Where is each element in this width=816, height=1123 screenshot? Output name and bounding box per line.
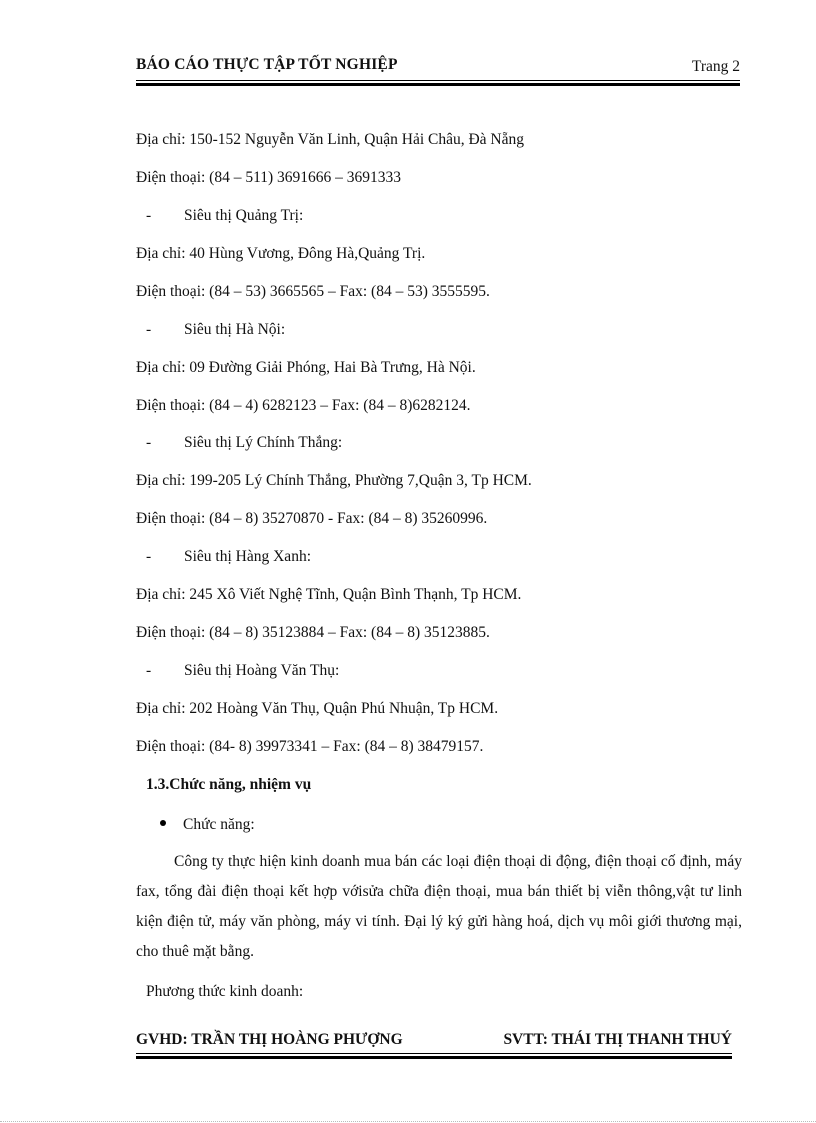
bullet-label: Chức năng: xyxy=(183,816,255,833)
student-name: SVTT: THÁI THỊ THANH THUÝ xyxy=(503,1031,732,1048)
header-rule-thick xyxy=(136,83,740,86)
dash-marker: - xyxy=(146,548,152,565)
address-line: Địa chỉ: 40 Hùng Vương, Đông Hà,Quảng Trị. xyxy=(136,245,426,262)
page-footer xyxy=(136,1031,732,1053)
page-edge xyxy=(0,1121,816,1122)
store-name: Siêu thị Hoàng Văn Thụ: xyxy=(184,662,340,679)
header-rule-thin xyxy=(136,80,740,81)
address-line: Địa chỉ: 150-152 Nguyễn Văn Linh, Quận Hải Châu, Đà Nẵng xyxy=(136,131,524,148)
page-header xyxy=(136,56,740,80)
phone-line: Điện thoại: (84 – 511) 3691666 – 3691333 xyxy=(136,169,402,186)
dash-marker: - xyxy=(146,662,152,679)
phone-line: Điện thoại: (84 – 8) 35123884 – Fax: (84 – 8) 35123885. xyxy=(136,624,490,641)
address-line: Địa chỉ: 245 Xô Viết Nghệ Tĩnh, Quận Bình Thạnh, Tp HCM. xyxy=(136,586,522,603)
phone-line: Điện thoại: (84 – 53) 3665565 – Fax: (84 – 53) 3555595. xyxy=(136,283,490,300)
store-item xyxy=(146,434,342,452)
bullet-icon xyxy=(160,820,166,826)
store-name: Siêu thị Hà Nội: xyxy=(184,321,286,338)
advisor-name: GVHD: TRẦN THỊ HOÀNG PHƯỢNG xyxy=(136,1031,403,1048)
store-item xyxy=(146,321,285,339)
phone-line: Điện thoại: (84 – 4) 6282123 – Fax: (84 – 8)6282124. xyxy=(136,397,471,414)
store-item xyxy=(146,548,311,566)
bullet-item xyxy=(160,816,255,834)
store-name: Siêu thị Hàng Xanh: xyxy=(184,548,311,565)
section-heading: 1.3.Chức năng, nhiệm vụ xyxy=(146,776,312,793)
footer-rule-thick xyxy=(136,1056,732,1059)
footer-rule-thin xyxy=(136,1053,732,1054)
dash-marker: - xyxy=(146,207,152,224)
address-line: Địa chỉ: 09 Đường Giải Phóng, Hai Bà Trưng, Hà Nội. xyxy=(136,359,476,376)
page-number: Trang 2 xyxy=(691,58,740,75)
phone-line: Điện thoại: (84- 8) 39973341 – Fax: (84 – 8) 38479157. xyxy=(136,738,484,755)
paragraph-text: Công ty thực hiện kinh doanh mua bán các loại điện thoại di động, điện thoại cố định, máy fax, tổng đài điện thoại kết hợp vớisửa chữa điện thoại, mua bán thiết bị viễn thông,vật tư linh kiện điện tử, máy văn phòng, máy vi tính. Đại lý ký gửi hàng hoá, dịch vụ môi giới thương mại, cho thuê mặt bằng. xyxy=(136,853,742,960)
phone-line: Điện thoại: (84 – 8) 35270870 - Fax: (84 – 8) 35260996. xyxy=(136,510,488,527)
store-name: Siêu thị Quảng Trị: xyxy=(184,207,304,224)
dash-marker: - xyxy=(146,321,152,338)
address-line: Địa chỉ: 202 Hoàng Văn Thụ, Quận Phú Nhuận, Tp HCM. xyxy=(136,700,499,717)
address-line: Địa chỉ: 199-205 Lý Chính Thắng, Phường 7,Quận 3, Tp HCM. xyxy=(136,472,532,489)
report-title: BÁO CÁO THỰC TẬP TỐT NGHIỆP xyxy=(136,56,398,73)
subheading-text: Phương thức kinh doanh: xyxy=(146,983,304,1000)
store-item xyxy=(146,207,303,225)
body-paragraph xyxy=(136,847,742,967)
dash-marker: - xyxy=(146,434,152,451)
store-item xyxy=(146,662,339,680)
store-name: Siêu thị Lý Chính Thắng: xyxy=(184,434,343,451)
